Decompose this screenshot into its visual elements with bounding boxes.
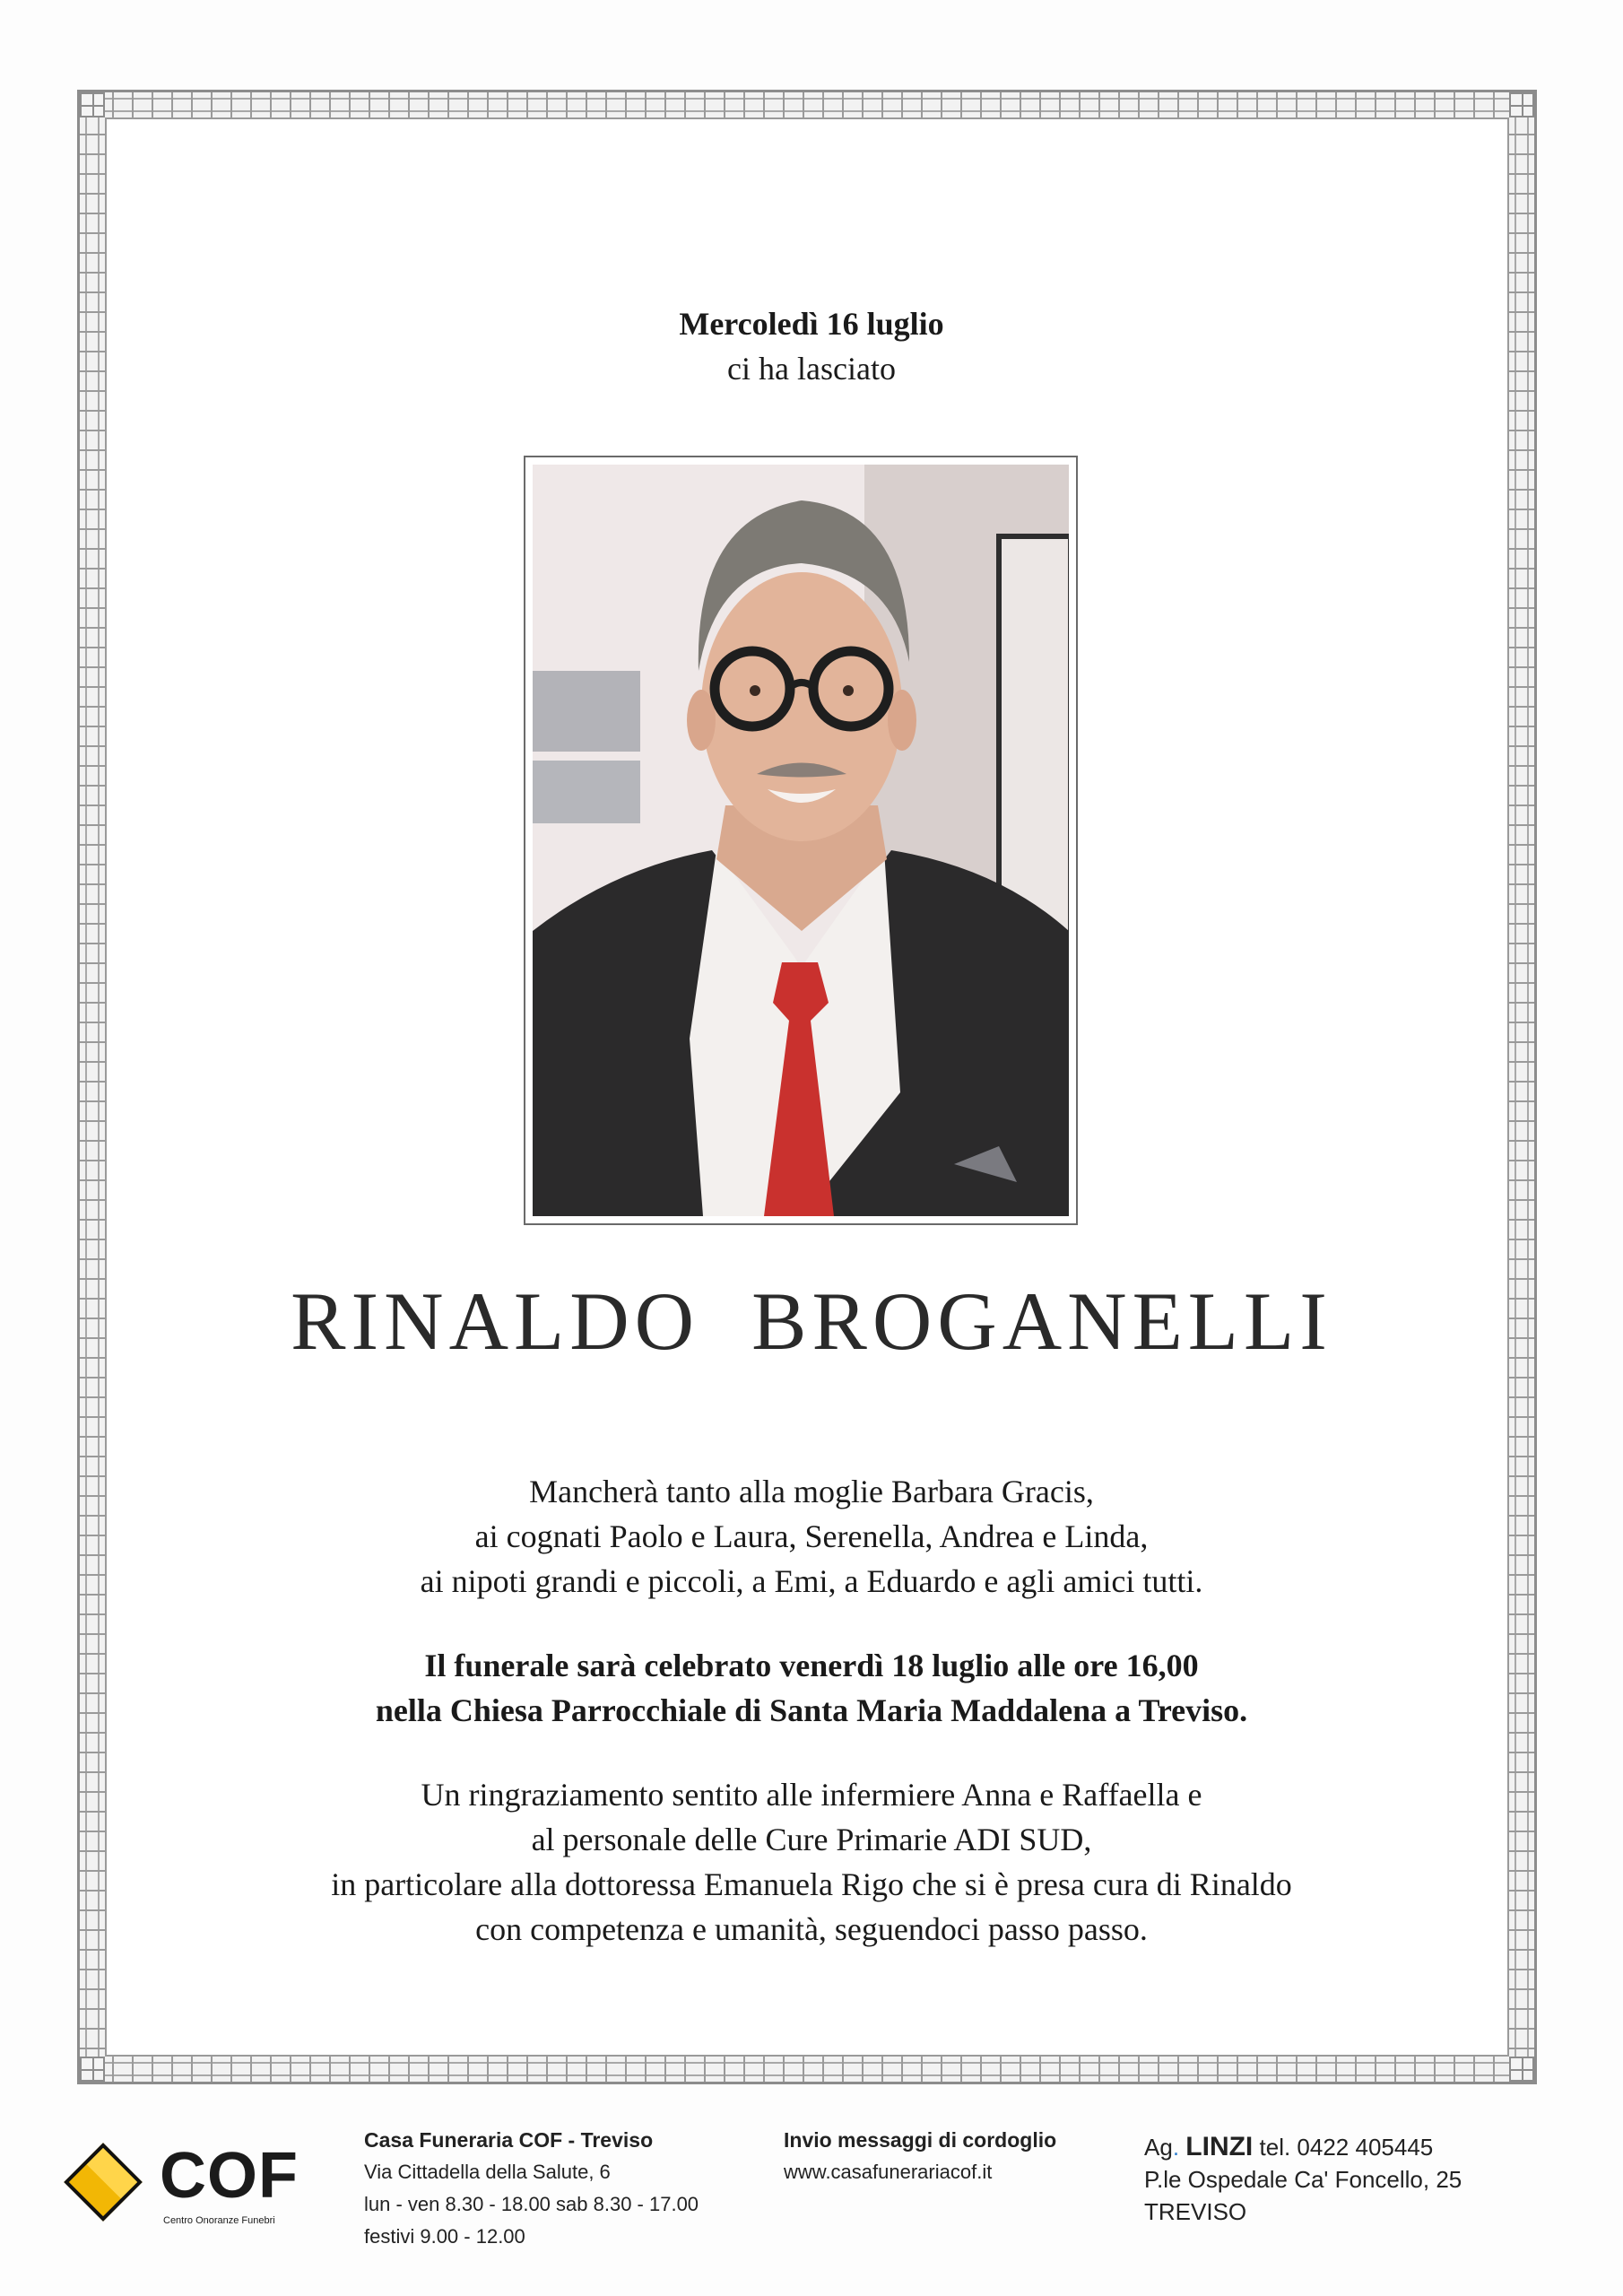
funeral-home-holidays: festivi 9.00 - 12.00 (364, 2225, 525, 2248)
border-corner (80, 2057, 105, 2082)
thanks-line: Un ringraziamento sentito alle infermiere Anna e Raffaella e (421, 1777, 1202, 1813)
agency-prefix: Ag (1144, 2134, 1173, 2161)
border-band-bottom (80, 2057, 1534, 2082)
agency-name: LINZI (1185, 2132, 1254, 2161)
thanks-line: con competenza e umanità, seguendoci passo passo. (475, 1911, 1148, 1947)
agency-dot: . (1172, 2134, 1180, 2161)
border-corner (80, 92, 105, 117)
agency-info (1144, 2131, 1462, 2228)
footer (0, 2108, 1623, 2287)
cof-logo-word: COF (160, 2140, 299, 2212)
portrait-photo (533, 465, 1069, 1216)
portrait-frame (524, 456, 1078, 1225)
agency-line (1144, 2131, 1462, 2163)
mourners-line: ai nipoti grandi e piccoli, a Emi, a Eduardo e agli amici tutti. (420, 1563, 1203, 1599)
mourners-line: ai cognati Paolo e Laura, Serenella, Andrea e Linda, (474, 1518, 1149, 1554)
border-corner (1509, 2057, 1534, 2082)
cof-logo-subtitle: Centro Onoranze Funebri (163, 2215, 275, 2226)
thanks-line: in particolare alla dottoressa Emanuela Rigo che si è presa cura di Rinaldo (331, 1866, 1292, 1902)
cof-diamond-icon (64, 2143, 143, 2222)
subtitle: ci ha lasciato (727, 351, 896, 387)
agency-phone: tel. 0422 405445 (1259, 2134, 1434, 2161)
mourners-paragraph (0, 1469, 1623, 1604)
funeral-info (0, 1643, 1623, 1733)
funeral-home-title: Casa Funeraria COF - Treviso (364, 2128, 654, 2152)
funeral-line: nella Chiesa Parrocchiale di Santa Maria Maddalena a Treviso. (375, 1692, 1248, 1728)
agency-city: TREVISO (1144, 2198, 1247, 2225)
condolences-title: Invio messaggi di cordoglio (784, 2128, 1057, 2152)
deceased-name: RINALDO BROGANELLI (291, 1275, 1332, 1367)
condolences-link[interactable]: www.casafunerariacof.it (784, 2161, 993, 2183)
funeral-home-address: Via Cittadella della Salute, 6 (364, 2161, 611, 2183)
border-corner (1509, 92, 1534, 117)
border-band-top (80, 92, 1534, 117)
thanks-paragraph (0, 1772, 1623, 1952)
mourners-line: Mancherà tanto alla moglie Barbara Gracis, (529, 1474, 1094, 1509)
funeral-home-hours: lun - ven 8.30 - 18.00 sab 8.30 - 17.00 (364, 2193, 699, 2215)
funeral-line: Il funerale sarà celebrato venerdì 18 luglio alle ore 16,00 (424, 1648, 1199, 1683)
death-date: Mercoledì 16 luglio (679, 306, 944, 342)
portrait-illustration (533, 465, 1069, 1216)
cof-logo (74, 2127, 307, 2235)
condolences-info (784, 2124, 1056, 2188)
funeral-home-info (364, 2124, 699, 2253)
thanks-line: al personale delle Cure Primarie ADI SUD, (531, 1822, 1092, 1857)
agency-address: P.le Ospedale Ca' Foncello, 25 (1144, 2166, 1462, 2193)
